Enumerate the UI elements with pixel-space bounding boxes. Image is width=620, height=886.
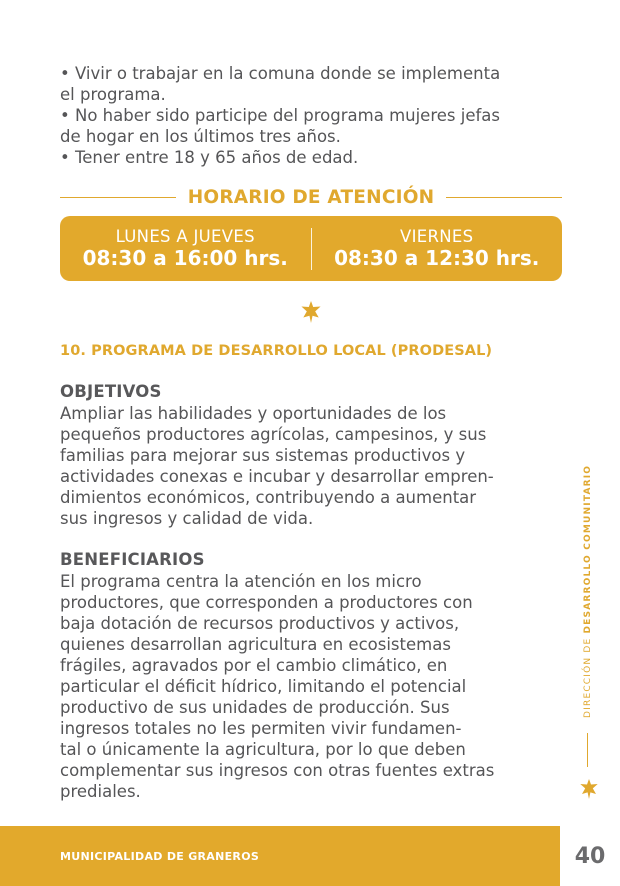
beneficiaries-heading: BENEFICIARIOS (60, 550, 205, 569)
list-item: • Tener entre 18 y 65 años de edad. (60, 148, 359, 167)
schedule-days: VIERNES (400, 227, 474, 246)
list-item: de hogar en los últimos tres años. (60, 127, 341, 146)
text-line: complementar sus ingresos con otras fuentes extras (60, 761, 495, 780)
text-line: productores, que corresponden a productores con (60, 593, 473, 612)
text-line: familias para mejorar sus sistemas productivos y (60, 446, 466, 465)
star-icon (579, 779, 599, 799)
text-line: Ampliar las habilidades y oportunidades de los (60, 404, 447, 423)
text-line: particular el déficit hídrico, limitando el potencial (60, 677, 467, 696)
objectives-heading: OBJETIVOS (60, 382, 162, 401)
schedule-title: HORARIO DE ATENCIÓN (187, 186, 435, 208)
list-item: • No haber sido participe del programa mujeres jefas (60, 106, 500, 125)
schedule-block-friday (312, 227, 563, 270)
text-line: productivo de sus unidades de producción. Sus (60, 698, 450, 717)
text-line: El programa centra la atención en los micro (60, 572, 422, 591)
text-line: quienes desarrollan agricultura en ecosistemas (60, 635, 451, 654)
footer-municipality: MUNICIPALIDAD DE GRANEROS (60, 850, 260, 863)
text-line: prediales. (60, 782, 141, 801)
text-line: frágiles, agravados por el cambio climático, en (60, 656, 448, 675)
schedule-days: LUNES A JUEVES (115, 227, 255, 246)
page-number: 40 (574, 843, 606, 869)
sidebar-prefix: DIRECCIÓN DE (583, 637, 593, 718)
footer-bar (0, 826, 560, 886)
text-line: tal o únicamente la agricultura, por lo que deben (60, 740, 466, 759)
text-line: sus ingresos y calidad de vida. (60, 509, 314, 528)
star-icon (300, 301, 322, 323)
text-line: ingresos totales no les permiten vivir fundamen- (60, 719, 462, 738)
schedule-hours: 08:30 a 16:00 hrs. (82, 246, 288, 270)
heading-rule-left (60, 197, 176, 198)
schedule-heading (60, 184, 562, 210)
text-line: baja dotación de recursos productivos y activos, (60, 614, 460, 633)
text-line: actividades conexas e incubar y desarrollar empren- (60, 467, 494, 486)
schedule-block-weekdays (60, 227, 311, 270)
objectives-text (60, 403, 570, 529)
text-line: dimientos económicos, contribuyendo a aumentar (60, 488, 477, 507)
requirements-list (60, 63, 570, 168)
text-line: pequeños productores agrícolas, campesinos, y sus (60, 425, 487, 444)
list-item: el programa. (60, 85, 166, 104)
sidebar-name: DESARROLLO COMUNITARIO (583, 464, 593, 634)
schedule-divider (311, 228, 312, 270)
program-title: 10. PROGRAMA DE DESARROLLO LOCAL (PRODESAL) (60, 343, 493, 359)
beneficiaries-text (60, 571, 570, 802)
sidebar-rule (587, 733, 588, 767)
sidebar-department-label (583, 418, 593, 718)
list-item: • Vivir o trabajar en la comuna donde se implementa (60, 64, 501, 83)
schedule-box (60, 216, 562, 281)
heading-rule-right (446, 197, 562, 198)
schedule-hours: 08:30 a 12:30 hrs. (334, 246, 540, 270)
